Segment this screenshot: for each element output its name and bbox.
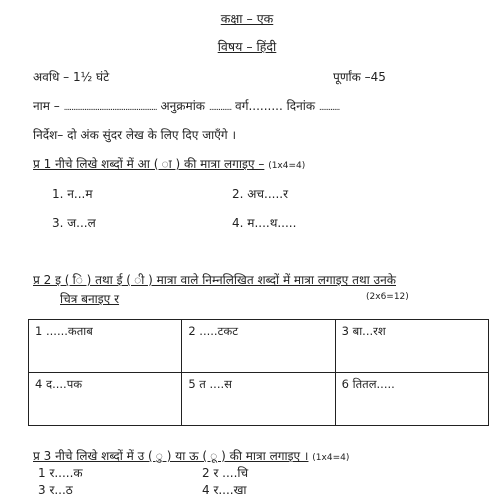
q3-heading xyxy=(33,447,349,464)
name-line xyxy=(33,97,339,114)
name-label: नाम – xyxy=(33,99,60,113)
q3-item: 4 र....खा xyxy=(202,483,247,497)
roll-label: अनुक्रमांक xyxy=(160,99,206,113)
date-label: दिनांक xyxy=(286,99,316,113)
q2-cell: 3 बा...रश xyxy=(335,320,488,373)
q2-title-line1: प्र 2 इ ( ि ) तथा ई ( ी ) मात्रा वाले निम्नलिखित शब्दों में मात्रा लगाइए तथा उनके xyxy=(33,273,396,287)
q1-marks: (1x4=4) xyxy=(268,161,306,171)
q3-item: 3 र...ठ xyxy=(38,483,73,497)
instruction-text: निर्देश– दो अंक सुंदर लेख के लिए दिए जाएँगे । xyxy=(33,128,237,142)
date-blank[interactable]: ........... xyxy=(318,103,340,113)
q3-item: 2 र ....चि xyxy=(202,466,249,480)
q2-cell: 5 त ....स xyxy=(182,373,335,426)
q2-marks: (2x6=12) xyxy=(366,292,409,302)
q2-cell: 4 द....पक xyxy=(29,373,182,426)
q2-cell: 2 .....टकट xyxy=(182,320,335,373)
q1-heading xyxy=(33,155,305,172)
subject-heading: विषय – हिंदी xyxy=(217,39,277,54)
q1-item: 3. ज...ल xyxy=(52,216,96,230)
q1-item: 2. अच.....र xyxy=(232,187,289,201)
class-field-label: वर्ग......... xyxy=(235,99,283,113)
q2-title-line2: चित्र बनाइए र xyxy=(60,292,120,306)
name-blank[interactable]: .................................................. xyxy=(63,103,157,113)
table-row xyxy=(29,373,489,426)
q3-marks: (1x4=4) xyxy=(312,453,350,463)
q3-item: 1 र.....क xyxy=(38,466,83,480)
q2-grid xyxy=(28,319,489,426)
q1-item: 4. म....थ..... xyxy=(232,216,297,230)
duration-label: अवधि – 1½ घंटे xyxy=(33,70,110,84)
q1-item: 1. न...म xyxy=(52,187,93,201)
q3-title: प्र 3 नीचे लिखे शब्दों में उ ( ु ) या ऊ ( ू ) की मात्रा लगाइए । xyxy=(33,449,309,463)
table-row xyxy=(29,320,489,373)
q2-cell: 6 तितल..... xyxy=(335,373,488,426)
q1-title: प्र 1 नीचे लिखे शब्दों में आ ( ा ) की मात्रा लगाइए – xyxy=(33,157,265,171)
class-heading: कक्षा – एक xyxy=(220,11,274,26)
total-marks-label: पूर्णांक –45 xyxy=(333,70,386,84)
q2-cell: 1 ......कताब xyxy=(29,320,182,373)
roll-blank[interactable]: ............ xyxy=(208,103,232,113)
